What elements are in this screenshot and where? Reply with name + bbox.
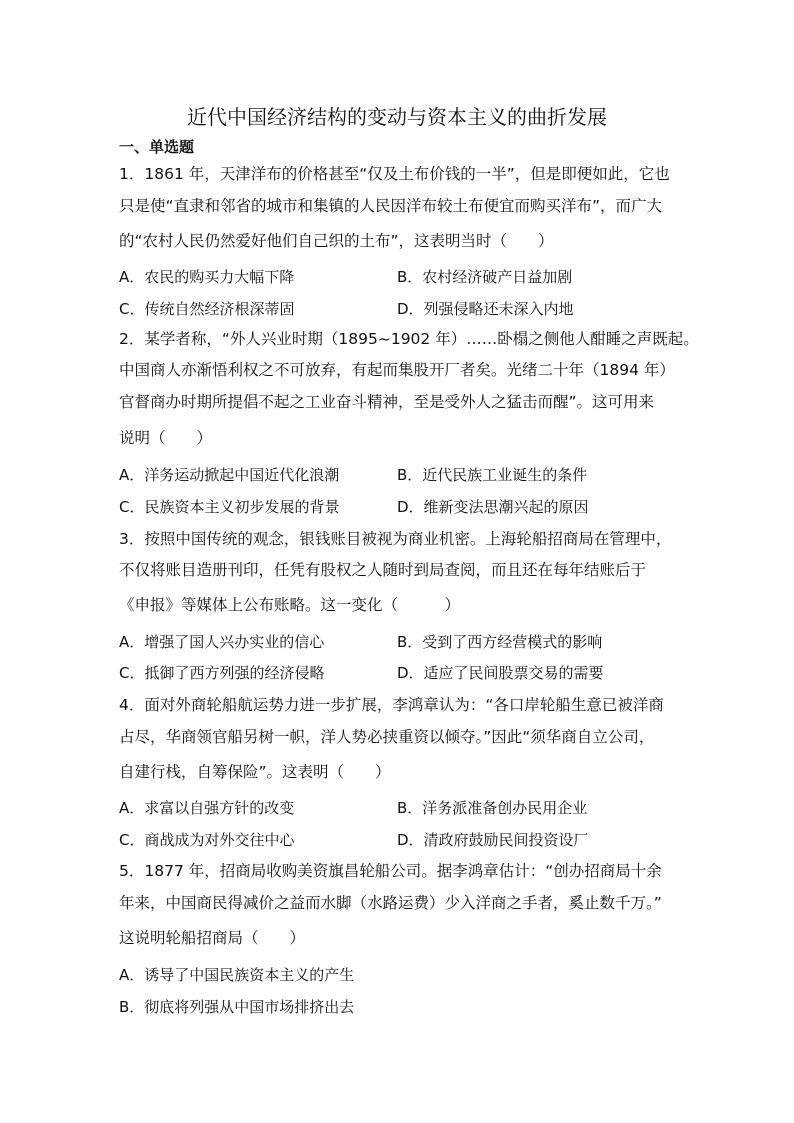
question-2-line-1: 2．某学者称，“外人兴业时期（1895~1902 年）……卧榻之侧他人酣睡之声既起。 (119, 330, 699, 348)
question-3-option-c: C．抵御了西方列强的经济侵略 (119, 664, 325, 682)
question-5-option-a: A．诱导了中国民族资本主义的产生 (119, 966, 355, 984)
question-3-line-2: 不仅将账目造册刊印，任凭有股权之人随时到局查阅，而且还在每年结账后于 (119, 561, 647, 579)
question-3-option-b: B．受到了西方经营模式的影响 (397, 633, 603, 651)
question-2-option-c: C．民族资本主义初步发展的背景 (119, 498, 340, 516)
question-3-option-d: D．适应了民间股票交易的需要 (397, 664, 604, 682)
question-1-line-1: 1．1861 年，天津洋布的价格甚至“仅及土布价钱的一半”，但是即便如此，它也 (119, 165, 670, 183)
question-5-line-2: 年来，中国商民得减价之益而水脚（水路运费）少入洋商之手者，奚止数千万。” (119, 894, 662, 912)
question-4-line-1: 4．面对外商轮船航运势力进一步扩展，李鸿章认为：“各口岸轮船生意已被洋商 (119, 696, 664, 714)
question-2-option-a: A．洋务运动掀起中国近代化浪潮 (119, 466, 340, 484)
question-2-line-2: 中国商人亦渐悟利权之不可放弃，有起而集股开厂者矣。光绪二十年（1894 年） (119, 361, 675, 379)
question-4-option-c: C．商战成为对外交往中心 (119, 831, 295, 849)
question-1-option-d: D．列强侵略还未深入内地 (397, 300, 574, 318)
question-1-option-c: C．传统自然经济根深蒂固 (119, 300, 295, 318)
question-2-line-3: 官督商办时期所提倡不起之工业奋斗精神，至是受外人之猛击而醒”。这可用来 (119, 393, 655, 411)
question-1-line-3: 的“农村人民仍然爱好他们自己织的土布”，这表明当时（ ） (119, 232, 554, 250)
question-4-option-b: B．洋务派准备创办民用企业 (397, 799, 588, 817)
question-1-option-a: A．农民的购买力大幅下降 (119, 268, 295, 286)
question-2-option-d: D．维新变法思潮兴起的原因 (397, 498, 589, 516)
question-4-line-3: 自建行栈，自筹保险”。这表明（ ） (119, 763, 391, 781)
question-2-option-b: B．近代民族工业诞生的条件 (397, 466, 588, 484)
question-1-option-b: B．农村经济破产日益加剧 (397, 268, 573, 286)
question-1-line-2: 只是使“直隶和邻省的城市和集镇的人民因洋布较土布便宜而购买洋布”，而广大 (119, 197, 663, 215)
question-5-option-b: B．彻底将列强从中国市场排挤出去 (119, 998, 355, 1016)
question-2-line-4: 说明（ ） (119, 429, 213, 447)
question-4-option-a: A．求富以自强方针的改变 (119, 799, 295, 817)
section-heading: 一、单选题 (119, 138, 195, 156)
question-4-option-d: D．清政府鼓励民间投资设厂 (397, 831, 589, 849)
question-5-line-1: 5．1877 年，招商局收购美资旗昌轮船公司。据李鸿章估计：“创办招商局十余 (119, 862, 662, 880)
question-5-line-3: 这说明轮船招商局（ ） (119, 929, 306, 947)
question-4-line-2: 占尽，华商领官船另树一帜，洋人势必挟重资以倾夺。”因此“须华商自立公司， (119, 728, 655, 746)
question-3-option-a: A．增强了国人兴办实业的信心 (119, 633, 325, 651)
question-3-line-3: 《申报》等媒体上公布账略。这一变化（ ） (119, 596, 461, 614)
question-3-line-1: 3．按照中国传统的观念，银钱账目被视为商业机密。上海轮船招商局在管理中， (119, 530, 672, 548)
document-title: 近代中国经济结构的变动与资本主义的曲折发展 (187, 105, 607, 129)
